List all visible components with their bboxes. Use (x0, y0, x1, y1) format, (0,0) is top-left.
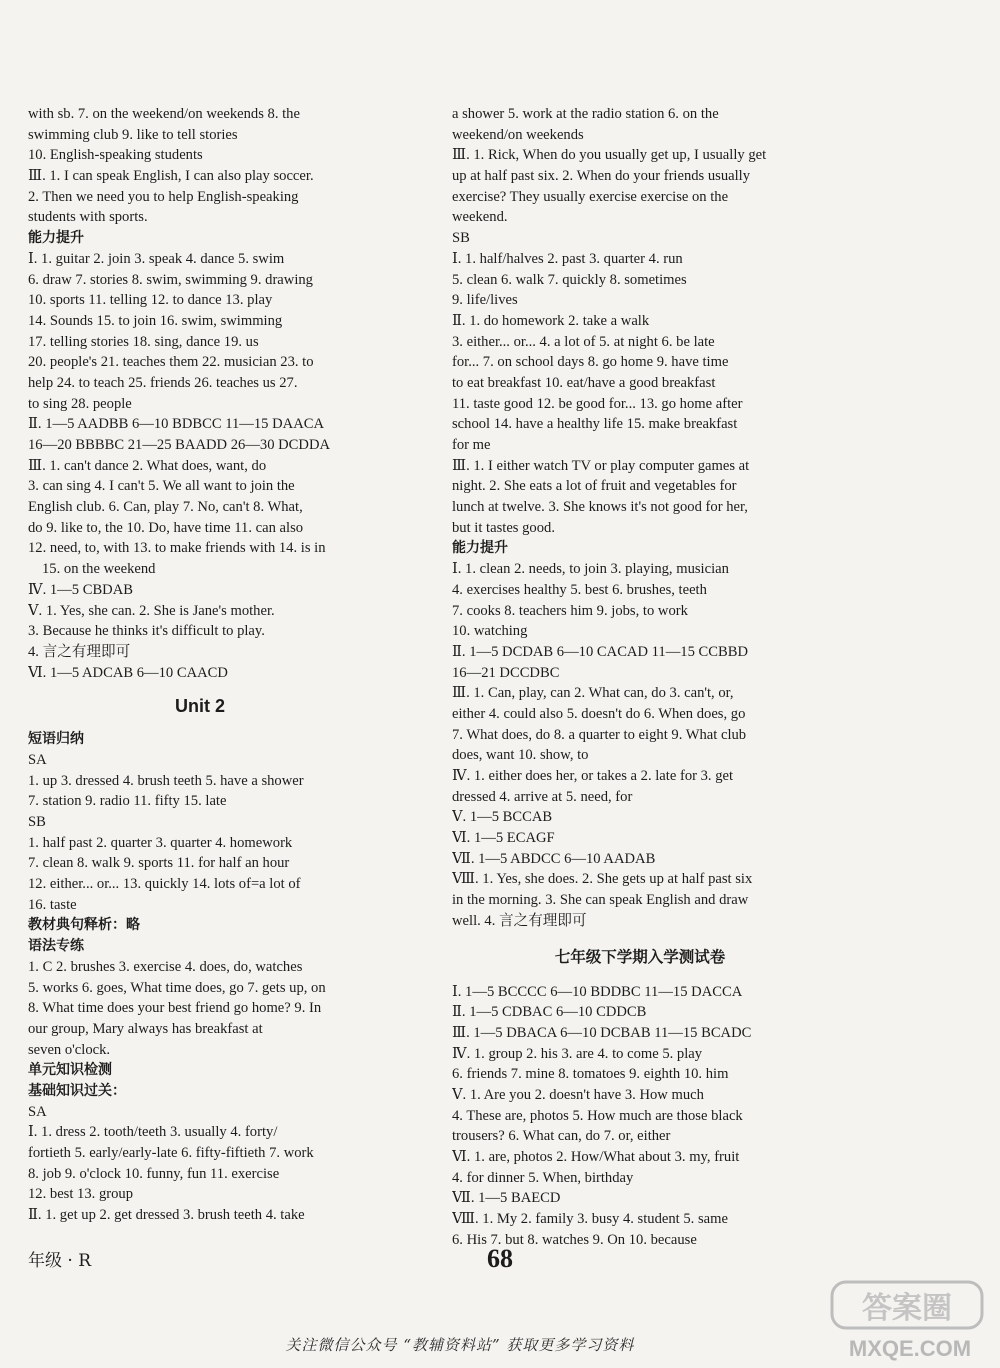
section-heading: 短语归纳 (28, 731, 84, 748)
answer-line: Ⅱ. 1—5 AADBB 6—10 BDBCC 11—15 DAACA (28, 416, 325, 433)
answer-line: 1. half past 2. quarter 3. quarter 4. homework (28, 834, 293, 851)
answer-line: 16—21 DCCDBC (452, 664, 560, 681)
answer-line: 5. clean 6. walk 7. quickly 8. sometimes (452, 271, 687, 288)
answer-line: Ⅰ. 1. dress 2. tooth/teeth 3. usually 4. forty/ (28, 1124, 278, 1141)
answer-line: fortieth 5. early/early-late 6. fifty-fiftieth 7. work (28, 1145, 314, 1161)
answer-line: 1. up 3. dressed 4. brush teeth 5. have a shower (28, 772, 304, 789)
answer-line: to eat breakfast 10. eat/have a good breakfast (452, 374, 716, 391)
answer-line: do 9. like to, the 10. Do, have time 11. can also (28, 519, 304, 536)
answer-line: well. 4. 言之有理即可 (452, 912, 587, 929)
answer-line: Ⅲ. 1—5 DBACA 6—10 DCBAB 11—15 BCADC (452, 1024, 752, 1041)
answer-line: does, want 10. show, to (452, 747, 589, 764)
answer-line: Ⅵ. 1—5 ADCAB 6—10 CAACD (28, 664, 228, 681)
answer-line: Ⅰ. 1—5 BCCCC 6—10 BDDBC 11—15 DACCA (452, 983, 743, 1000)
answer-line: 9. life/lives (452, 292, 518, 309)
answer-line: Ⅴ. 1. Yes, she can. 2. She is Jane's mother. (28, 602, 275, 619)
answer-line: Ⅰ. 1. guitar 2. join 3. speak 4. dance 5. swim (28, 250, 285, 267)
answer-line: Ⅷ. 1. Yes, she does. 2. She gets up at half past six (452, 871, 753, 888)
page-number: 68 (487, 1244, 513, 1273)
answer-line: 2. Then we need you to help English-speaking (28, 188, 299, 205)
answer-line: Ⅷ. 1. My 2. family 3. busy 4. student 5. same (452, 1211, 728, 1228)
answer-line: lunch at twelve. 3. She knows it's not good for her, (452, 499, 748, 516)
section-heading: 基础知识过关： (28, 1082, 126, 1099)
answer-line: 4. exercises healthy 5. best 6. brushes, teeth (452, 581, 707, 598)
answer-line: school 14. have a healthy life 15. make breakfast (452, 416, 738, 433)
answer-line: Ⅳ. 1. either does her, or takes a 2. late for 3. get (452, 768, 734, 784)
answer-line: help 24. to teach 25. friends 26. teaches us 27. (28, 374, 298, 391)
answer-line: 4. for dinner 5. When, birthday (452, 1169, 634, 1186)
answer-line: 12. need, to, with 13. to make friends with 14. is in (28, 540, 326, 557)
answer-line: for me (452, 437, 491, 453)
answer-line: students with sports. (28, 209, 148, 226)
answer-line: Ⅲ. 1. Can, play, can 2. What can, do 3. can't, or, (452, 685, 734, 702)
footer-note: 关注微信公众号 “教辅资料站” 获取更多学习资料 (285, 1336, 635, 1354)
answer-line: 3. Because he thinks it's difficult to play. (28, 623, 265, 640)
answer-line: 1. C 2. brushes 3. exercise 4. does, do, watches (28, 958, 303, 975)
answer-line: Ⅱ. 1—5 CDBAC 6—10 CDDCB (452, 1004, 647, 1021)
answer-line: swimming club 9. like to tell stories (28, 126, 238, 143)
answer-line: Ⅵ. 1—5 ECAGF (452, 830, 555, 847)
section-heading: 能力提升 (28, 230, 84, 247)
answer-line: Ⅰ. 1. half/halves 2. past 3. quarter 4. run (452, 250, 683, 267)
answer-line: 7. What does, do 8. a quarter to eight 9. What club (452, 726, 747, 743)
answer-line: 6. draw 7. stories 8. swim, swimming 9. drawing (28, 271, 313, 288)
answer-line: 17. telling stories 18. sing, dance 19. us (28, 333, 259, 350)
section-heading: 教材典句释析：略 (28, 917, 140, 934)
answer-line: SA (28, 1103, 47, 1120)
answer-line: in the morning. 3. She can speak English and draw (452, 892, 749, 909)
answer-line: trousers? 6. What can, do 7. or, either (452, 1128, 671, 1145)
answer-line: 6. His 7. but 8. watches 9. On 10. because (452, 1231, 697, 1248)
answer-line: a shower 5. work at the radio station 6. on the (452, 106, 719, 122)
answer-line: Ⅲ. 1. I can speak English, I can also play soccer. (28, 168, 314, 185)
answer-line: Ⅲ. 1. can't dance 2. What does, want, do (28, 457, 267, 474)
answer-line: Ⅱ. 1. do homework 2. take a walk (452, 312, 650, 329)
answer-line: 12. either... or... 13. quickly 14. lots of=a lot of (28, 876, 301, 893)
answer-line: 7. clean 8. walk 9. sports 11. for half an hour (28, 855, 290, 872)
answer-line: Ⅵ. 1. are, photos 2. How/What about 3. my, fruit (452, 1149, 740, 1165)
answer-line: 7. cooks 8. teachers him 9. jobs, to work (452, 602, 688, 619)
answer-line: Ⅱ. 1—5 DCDAB 6—10 CACAD 11—15 CCBBD (452, 643, 749, 660)
answer-line: with sb. 7. on the weekend/on weekends 8. the (28, 106, 300, 122)
answer-line: Ⅳ. 1. group 2. his 3. are 4. to come 5. play (452, 1045, 703, 1062)
answer-line: night. 2. She eats a lot of fruit and vegetables for (452, 478, 737, 495)
answer-line: Ⅴ. 1—5 BCCAB (452, 809, 553, 826)
answer-line: 8. job 9. o'clock 10. funny, fun 11. exercise (28, 1165, 280, 1182)
answer-line: Ⅶ. 1—5 ABDCC 6—10 AADAB (452, 850, 656, 867)
answer-line: Ⅱ. 1. get up 2. get dressed 3. brush teeth 4. take (28, 1207, 305, 1224)
answer-line: exercise? They usually exercise exercise on the (452, 188, 729, 205)
section-heading: 语法专练 (28, 938, 84, 955)
test-title: 七年级下学期入学测试卷 (554, 947, 726, 966)
answer-line: for... 7. on school days 8. go home 9. have time (452, 354, 729, 371)
watermark-logo (826, 1276, 994, 1362)
answer-line: Ⅶ. 1—5 BAECD (452, 1190, 561, 1207)
grade-label: 年级 · R (28, 1251, 92, 1271)
answer-line: 6. friends 7. mine 8. tomatoes 9. eighth 10. him (452, 1066, 729, 1083)
answer-line: but it tastes good. (452, 519, 555, 536)
answer-line: 16—20 BBBBC 21—25 BAADD 26—30 DCDDA (28, 437, 331, 453)
answer-line: 4. These are, photos 5. How much are those black (452, 1107, 743, 1124)
answer-line: 16. taste (28, 896, 77, 913)
answer-line: dressed 4. arrive at 5. need, for (452, 788, 633, 805)
answer-line: SA (28, 751, 47, 768)
answer-line: SB (28, 814, 46, 830)
answer-column-left (28, 104, 402, 1226)
answer-line: 5. works 6. goes, What time does, go 7. gets up, on (28, 979, 326, 996)
answer-line: 20. people's 21. teaches them 22. musician 23. to (28, 354, 314, 371)
answer-line: 15. on the weekend (42, 561, 156, 578)
section-heading: 能力提升 (452, 540, 508, 557)
answer-line: Ⅰ. 1. clean 2. needs, to join 3. playing, musician (452, 561, 729, 578)
answer-line: SB (452, 230, 470, 247)
answer-line: Ⅴ. 1. Are you 2. doesn't have 3. How much (452, 1086, 704, 1103)
answer-line: 12. best 13. group (28, 1186, 133, 1203)
watermark-text: 答案圈 (862, 1291, 952, 1326)
answer-line: 10. English-speaking students (28, 147, 203, 164)
answer-line: 14. Sounds 15. to join 16. swim, swimming (28, 312, 283, 329)
answer-line: Ⅲ. 1. Rick, When do you usually get up, I usually get (452, 147, 767, 164)
answer-column-right (452, 104, 828, 1250)
answer-line: up at half past six. 2. When do your friends usually (452, 168, 751, 185)
answer-line: either 4. could also 5. doesn't do 6. When does, go (452, 705, 746, 722)
answer-line: Ⅳ. 1—5 CBDAB (28, 581, 133, 598)
section-heading: 单元知识检测 (28, 1062, 112, 1079)
answer-line: weekend/on weekends (452, 126, 584, 143)
answer-line: Ⅲ. 1. I either watch TV or play computer games at (452, 457, 750, 474)
watermark-logo-icon (826, 1276, 994, 1362)
answer-line: 3. can sing 4. I can't 5. We all want to join the (28, 478, 295, 495)
answer-line: to sing 28. people (28, 395, 132, 412)
watermark-url: MXQE.COM (848, 1336, 972, 1361)
answer-line: 4. 言之有理即可 (28, 643, 131, 660)
answer-line: seven o'clock. (28, 1041, 111, 1058)
answer-line: 11. taste good 12. be good for... 13. go home after (452, 395, 743, 412)
answer-line: weekend. (452, 209, 508, 226)
answer-line: 10. sports 11. telling 12. to dance 13. play (28, 292, 273, 309)
answer-line: English club. 6. Can, play 7. No, can't 8. What, (28, 499, 303, 516)
answer-line: 3. either... or... 4. a lot of 5. at night 6. be late (452, 333, 715, 350)
answer-line: 8. What time does your best friend go home? 9. In (28, 1000, 322, 1017)
answer-line: 7. station 9. radio 11. fifty 15. late (28, 793, 227, 810)
unit-title: Unit 2 (174, 696, 225, 717)
answer-line: our group, Mary always has breakfast at (28, 1020, 263, 1037)
answer-line: 10. watching (452, 623, 528, 640)
